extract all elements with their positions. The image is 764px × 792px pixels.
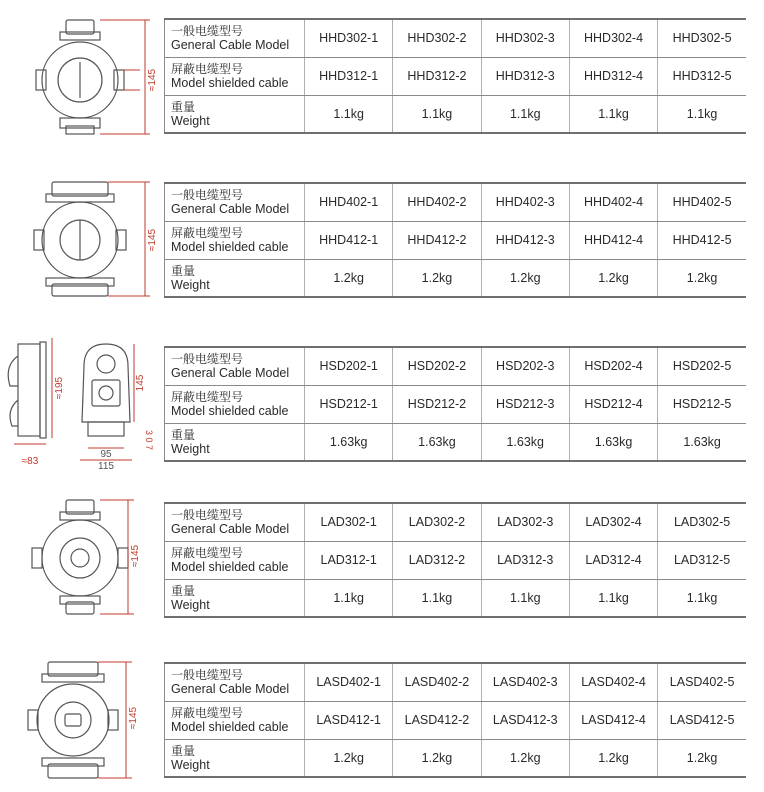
model-cell: LASD412-2 xyxy=(393,701,481,739)
weight-cell: 1.2kg xyxy=(481,259,569,297)
dimension-width-inner: 95 xyxy=(100,449,112,460)
model-cell: LAD312-5 xyxy=(658,541,746,579)
weight-cell: 1.63kg xyxy=(393,423,481,461)
model-cell: HSD202-1 xyxy=(305,347,393,385)
model-cell: LAD302-5 xyxy=(658,503,746,541)
weight-cell: 1.1kg xyxy=(481,95,569,133)
model-cell: LAD312-3 xyxy=(481,541,569,579)
model-cell: HHD312-3 xyxy=(481,57,569,95)
weight-cell: 1.2kg xyxy=(393,739,481,777)
weight-cell: 1.1kg xyxy=(658,95,746,133)
table-row-shielded xyxy=(165,385,747,423)
weight-cell: 1.2kg xyxy=(305,259,393,297)
model-cell: HHD312-2 xyxy=(393,57,481,95)
weight-cell: 1.63kg xyxy=(569,423,657,461)
table-row-general xyxy=(165,347,747,385)
model-cell: HSD202-5 xyxy=(658,347,746,385)
row-label-general: 一般电缆型号 General Cable Model xyxy=(165,663,305,701)
model-cell: HHD302-5 xyxy=(658,19,746,57)
dimension-height: ≈145 xyxy=(130,544,141,568)
weight-cell: 1.1kg xyxy=(658,579,746,617)
model-cell: HSD212-2 xyxy=(393,385,481,423)
table-row-weight xyxy=(165,259,747,297)
model-cell: HHD412-2 xyxy=(393,221,481,259)
spec-table-hsd202 xyxy=(164,346,746,462)
product-block-lasd402 xyxy=(0,660,764,782)
weight-cell: 1.2kg xyxy=(481,739,569,777)
row-label-general: 一般电缆型号 General Cable Model xyxy=(165,19,305,57)
model-cell: HSD212-1 xyxy=(305,385,393,423)
dimension-height: ≈145 xyxy=(147,228,158,252)
spec-table-lasd402 xyxy=(164,662,746,778)
dimension-width-outer: 115 xyxy=(98,461,114,471)
model-cell: LASD402-2 xyxy=(393,663,481,701)
dimension-front-height: 145 xyxy=(135,374,146,392)
row-label-weight: 重量 Weight xyxy=(165,423,305,461)
model-cell: HHD312-4 xyxy=(569,57,657,95)
model-cell: HSD202-4 xyxy=(569,347,657,385)
weight-cell: 1.1kg xyxy=(569,95,657,133)
weight-cell: 1.2kg xyxy=(305,739,393,777)
dimension-height: ≈145 xyxy=(128,706,139,730)
row-label-shielded: 屏蔽电缆型号 Model shielded cable xyxy=(165,221,305,259)
weight-cell: 1.2kg xyxy=(658,259,746,297)
spec-table-hhd302 xyxy=(164,18,746,134)
row-label-general: 一般电缆型号 General Cable Model xyxy=(165,503,305,541)
model-cell: HHD412-5 xyxy=(658,221,746,259)
row-label-weight: 重量 Weight xyxy=(165,95,305,133)
table-row-general xyxy=(165,183,747,221)
weight-cell: 1.2kg xyxy=(393,259,481,297)
spec-table-lad302 xyxy=(164,502,746,618)
row-label-general: 一般电缆型号 General Cable Model xyxy=(165,347,305,385)
model-cell: HHD402-1 xyxy=(305,183,393,221)
weight-cell: 1.63kg xyxy=(481,423,569,461)
model-cell: LASD402-4 xyxy=(569,663,657,701)
table-row-general xyxy=(165,503,747,541)
model-cell: LAD312-4 xyxy=(569,541,657,579)
weight-cell: 1.1kg xyxy=(305,95,393,133)
product-drawing-hhd302 xyxy=(0,18,160,138)
model-cell: HHD402-5 xyxy=(658,183,746,221)
weight-cell: 1.63kg xyxy=(305,423,393,461)
product-block-hhd402 xyxy=(0,180,764,300)
table-row-shielded xyxy=(165,57,747,95)
model-cell: LASD412-5 xyxy=(658,701,746,739)
dimension-depth: ≈83 xyxy=(21,456,39,467)
table-row-weight xyxy=(165,579,747,617)
row-label-shielded: 屏蔽电缆型号 Model shielded cable xyxy=(165,385,305,423)
weight-cell: 1.2kg xyxy=(569,739,657,777)
table-row-shielded xyxy=(165,701,747,739)
model-cell: HHD402-4 xyxy=(569,183,657,221)
weight-cell: 1.1kg xyxy=(305,579,393,617)
weight-cell: 1.2kg xyxy=(569,259,657,297)
model-cell: LAD302-3 xyxy=(481,503,569,541)
model-cell: LAD312-2 xyxy=(393,541,481,579)
model-cell: LASD402-1 xyxy=(305,663,393,701)
model-cell: HHD302-3 xyxy=(481,19,569,57)
spec-table-hhd402 xyxy=(164,182,746,298)
row-label-shielded: 屏蔽电缆型号 Model shielded cable xyxy=(165,701,305,739)
model-cell: LAD302-1 xyxy=(305,503,393,541)
weight-cell: 1.1kg xyxy=(481,579,569,617)
product-drawing-hhd402 xyxy=(0,180,160,300)
model-cell: LASD412-4 xyxy=(569,701,657,739)
model-cell: HHD312-1 xyxy=(305,57,393,95)
model-cell: HSD212-3 xyxy=(481,385,569,423)
table-row-general xyxy=(165,663,747,701)
model-cell: LAD312-1 xyxy=(305,541,393,579)
table-row-weight xyxy=(165,95,747,133)
table-row-shielded xyxy=(165,221,747,259)
model-cell: LASD402-5 xyxy=(658,663,746,701)
model-cell: HHD412-3 xyxy=(481,221,569,259)
dimension-height: ≈145 xyxy=(147,68,158,92)
product-block-lad302 xyxy=(0,498,764,618)
row-label-weight: 重量 Weight xyxy=(165,579,305,617)
dimension-side-height: ≈195 xyxy=(54,376,65,400)
model-cell: HHD412-1 xyxy=(305,221,393,259)
model-cell: HSD202-2 xyxy=(393,347,481,385)
model-cell: LAD302-2 xyxy=(393,503,481,541)
table-row-weight xyxy=(165,739,747,777)
table-row-general xyxy=(165,19,747,57)
row-label-weight: 重量 Weight xyxy=(165,259,305,297)
weight-cell: 1.63kg xyxy=(658,423,746,461)
model-cell: HSD212-5 xyxy=(658,385,746,423)
model-cell: HHD402-2 xyxy=(393,183,481,221)
product-drawing-hsd202 xyxy=(0,336,160,471)
product-drawing-lad302 xyxy=(0,498,160,618)
row-label-shielded: 屏蔽电缆型号 Model shielded cable xyxy=(165,57,305,95)
dimension-side-gap: 3 0 7 xyxy=(144,429,154,451)
row-label-weight: 重量 Weight xyxy=(165,739,305,777)
row-label-general: 一般电缆型号 General Cable Model xyxy=(165,183,305,221)
model-cell: LASD412-1 xyxy=(305,701,393,739)
product-block-hsd202 xyxy=(0,336,764,471)
table-row-weight xyxy=(165,423,747,461)
model-cell: LAD302-4 xyxy=(569,503,657,541)
model-cell: HHD312-5 xyxy=(658,57,746,95)
model-cell: HSD202-3 xyxy=(481,347,569,385)
model-cell: HHD402-3 xyxy=(481,183,569,221)
model-cell: HHD412-4 xyxy=(569,221,657,259)
weight-cell: 1.2kg xyxy=(658,739,746,777)
weight-cell: 1.1kg xyxy=(393,579,481,617)
product-block-hhd302 xyxy=(0,18,764,138)
table-row-shielded xyxy=(165,541,747,579)
model-cell: HHD302-4 xyxy=(569,19,657,57)
weight-cell: 1.1kg xyxy=(393,95,481,133)
product-drawing-lasd402 xyxy=(0,660,160,782)
model-cell: LASD412-3 xyxy=(481,701,569,739)
row-label-shielded: 屏蔽电缆型号 Model shielded cable xyxy=(165,541,305,579)
model-cell: HSD212-4 xyxy=(569,385,657,423)
weight-cell: 1.1kg xyxy=(569,579,657,617)
model-cell: HHD302-1 xyxy=(305,19,393,57)
model-cell: HHD302-2 xyxy=(393,19,481,57)
model-cell: LASD402-3 xyxy=(481,663,569,701)
